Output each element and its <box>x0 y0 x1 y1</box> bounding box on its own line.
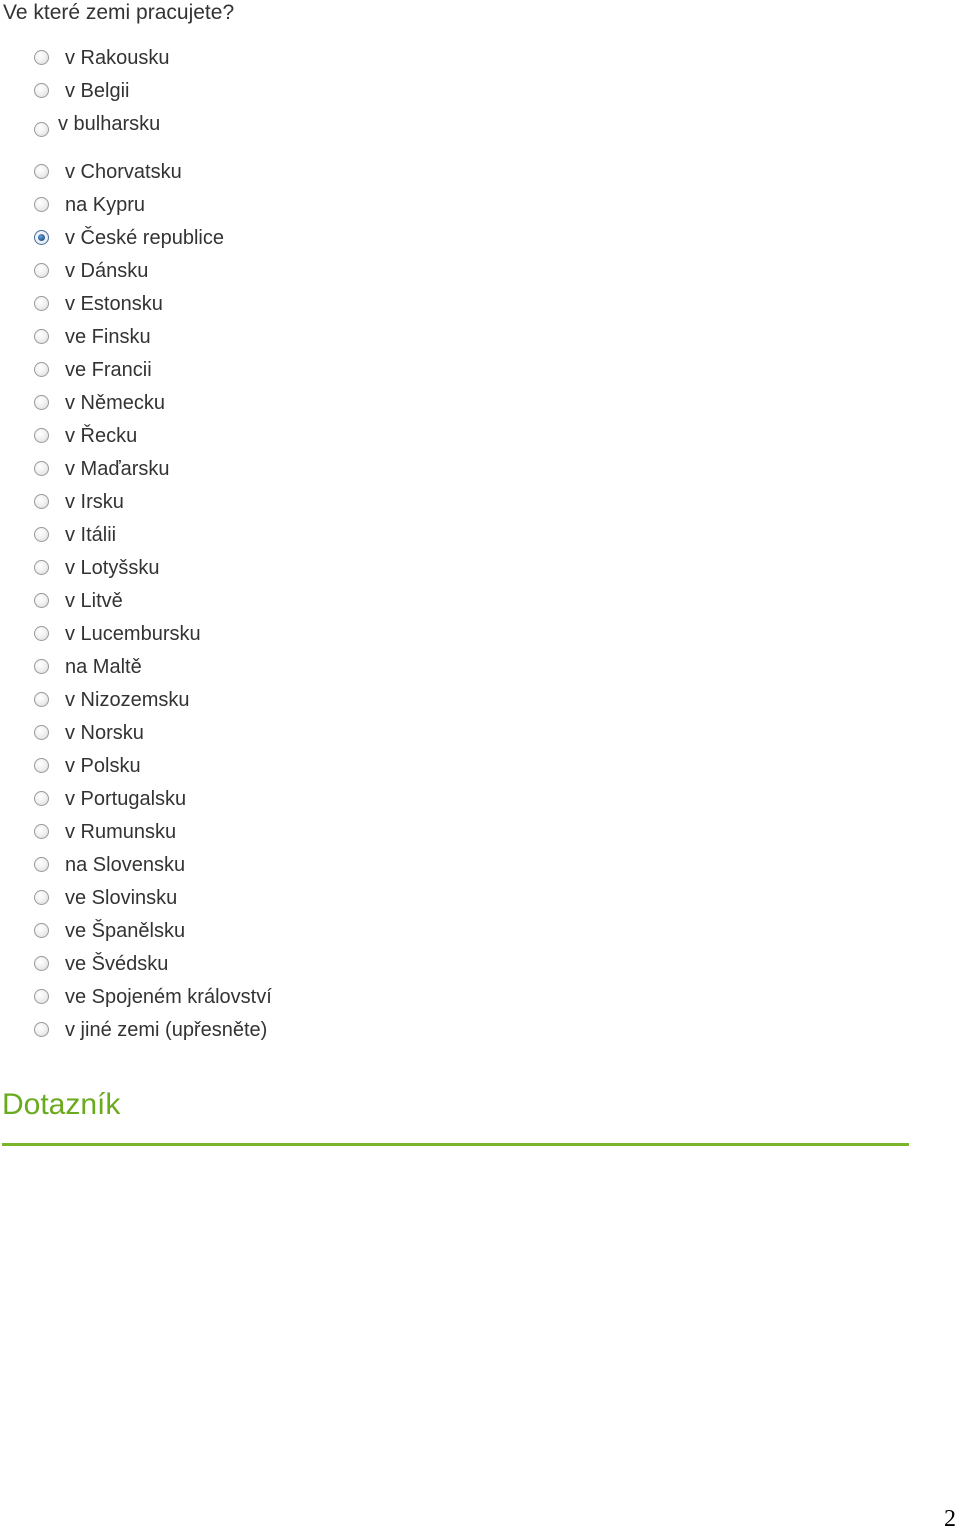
radio-button-selected[interactable] <box>34 230 49 245</box>
section-title: Dotazník <box>2 1088 121 1121</box>
option-francie[interactable] <box>34 353 152 386</box>
option-recko[interactable] <box>34 419 137 452</box>
radio-button[interactable] <box>34 1022 49 1037</box>
option-italie[interactable] <box>34 518 116 551</box>
page-number: 2 <box>944 1506 956 1532</box>
option-nemecko[interactable] <box>34 386 165 419</box>
radio-button[interactable] <box>34 626 49 641</box>
radio-button[interactable] <box>34 560 49 575</box>
option-label: v Rakousku <box>65 46 170 69</box>
option-label: v Rumunsku <box>65 820 177 843</box>
radio-button[interactable] <box>34 791 49 806</box>
option-label: v Belgii <box>65 79 130 102</box>
radio-button[interactable] <box>34 329 49 344</box>
radio-button[interactable] <box>34 83 49 98</box>
radio-button[interactable] <box>34 197 49 212</box>
option-label: ve Francii <box>65 358 152 381</box>
option-nizozemsko[interactable] <box>34 683 189 716</box>
radio-button[interactable] <box>34 50 49 65</box>
option-irsko[interactable] <box>34 485 124 518</box>
option-label: v Norsku <box>65 721 144 744</box>
option-spojene-kralovstvi[interactable] <box>34 980 272 1013</box>
option-norsko[interactable] <box>34 716 144 749</box>
option-label: ve Švédsku <box>65 952 169 975</box>
option-label: v Portugalsku <box>65 787 187 810</box>
option-label: v Nizozemsku <box>65 688 190 711</box>
option-label: v Lotyšsku <box>65 556 160 579</box>
option-belgie[interactable] <box>34 74 129 107</box>
option-dansko[interactable] <box>34 254 148 287</box>
radio-button[interactable] <box>34 659 49 674</box>
radio-button[interactable] <box>34 824 49 839</box>
option-label: v bulharsku <box>58 112 161 135</box>
option-label: v Irsku <box>65 490 124 513</box>
radio-button[interactable] <box>34 989 49 1004</box>
radio-button[interactable] <box>34 395 49 410</box>
radio-button[interactable] <box>34 494 49 509</box>
option-polsko[interactable] <box>34 749 141 782</box>
option-label: ve Spojeném království <box>65 985 272 1008</box>
option-label: na Slovensku <box>65 853 186 876</box>
option-jina-zeme[interactable] <box>34 1013 267 1046</box>
option-lucembursko[interactable] <box>34 617 201 650</box>
option-label: v Itálii <box>65 523 117 546</box>
radio-button[interactable] <box>34 122 49 137</box>
option-chorvatsko[interactable] <box>34 155 182 188</box>
option-rakousko[interactable] <box>34 41 170 74</box>
option-malta[interactable] <box>34 650 142 683</box>
option-kypr[interactable] <box>34 188 145 221</box>
question-text: Ve které zemi pracujete? <box>3 1 235 24</box>
radio-button[interactable] <box>34 296 49 311</box>
radio-button[interactable] <box>34 758 49 773</box>
option-label: v Maďarsku <box>65 457 170 480</box>
radio-button[interactable] <box>34 164 49 179</box>
option-label: ve Slovinsku <box>65 886 178 909</box>
option-label: v Litvě <box>65 589 123 612</box>
option-svedsko[interactable] <box>34 947 168 980</box>
option-label: v jiné zemi (upřesněte) <box>65 1018 268 1041</box>
option-label: v Lucembursku <box>65 622 201 645</box>
option-label: na Maltě <box>65 655 142 678</box>
radio-button[interactable] <box>34 956 49 971</box>
radio-button[interactable] <box>34 362 49 377</box>
option-madarsko[interactable] <box>34 452 170 485</box>
radio-button[interactable] <box>34 527 49 542</box>
radio-button[interactable] <box>34 890 49 905</box>
radio-button[interactable] <box>34 263 49 278</box>
option-label: ve Španělsku <box>65 919 186 942</box>
option-spanelsko[interactable] <box>34 914 185 947</box>
option-estonsko[interactable] <box>34 287 163 320</box>
option-label: v Řecku <box>65 424 138 447</box>
option-slovinsko[interactable] <box>34 881 177 914</box>
radio-button[interactable] <box>34 725 49 740</box>
radio-button[interactable] <box>34 428 49 443</box>
option-lotyssko[interactable] <box>34 551 159 584</box>
option-litva[interactable] <box>34 584 123 617</box>
option-label: v Německu <box>65 391 166 414</box>
radio-button[interactable] <box>34 593 49 608</box>
option-label: v Estonsku <box>65 292 163 315</box>
option-label: v České republice <box>65 226 224 249</box>
section-divider <box>2 1143 909 1146</box>
option-label: na Kypru <box>65 193 146 216</box>
radio-button[interactable] <box>34 692 49 707</box>
radio-button[interactable] <box>34 461 49 476</box>
option-slovensko[interactable] <box>34 848 185 881</box>
option-label: ve Finsku <box>65 325 151 348</box>
option-finsko[interactable] <box>34 320 151 353</box>
option-label: v Dánsku <box>65 259 149 282</box>
radio-button[interactable] <box>34 923 49 938</box>
option-label: v Chorvatsku <box>65 160 182 183</box>
option-label: v Polsku <box>65 754 141 777</box>
option-portugalsko[interactable] <box>34 782 186 815</box>
option-bulharsko[interactable] <box>34 107 160 140</box>
radio-button[interactable] <box>34 857 49 872</box>
option-rumunsko[interactable] <box>34 815 176 848</box>
option-ceska-republika[interactable] <box>34 221 224 254</box>
